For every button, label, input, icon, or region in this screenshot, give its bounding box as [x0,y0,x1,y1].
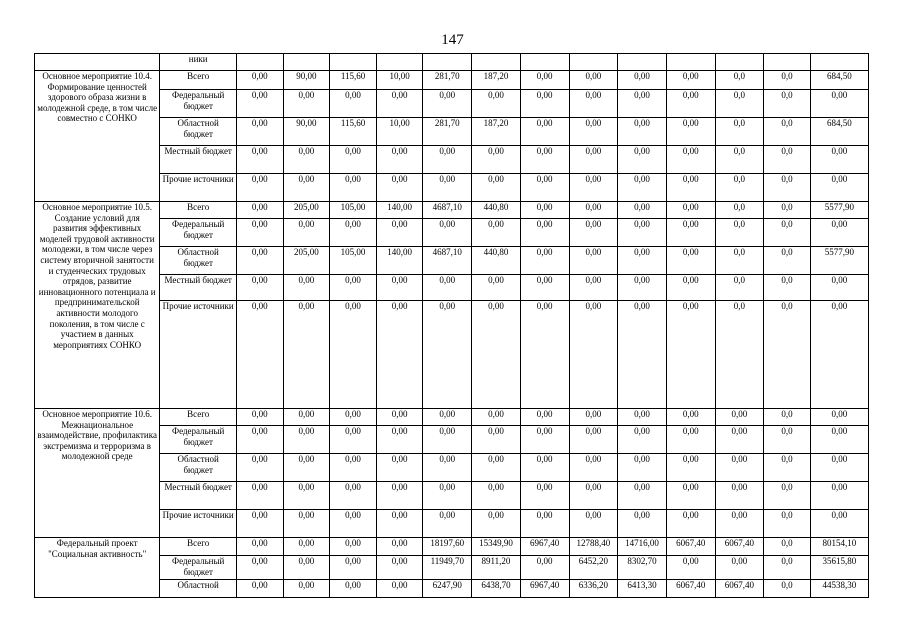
source-cell: Всего [160,409,237,426]
value-cell: 0,0 [715,71,764,90]
value-cell: 0,00 [618,426,667,454]
value-cell: 115,60 [330,118,377,146]
value-cell: 0,00 [618,219,667,247]
value-cell: 0,00 [520,71,569,90]
value-cell: 12788,40 [569,538,618,556]
value-cell: 0,00 [618,247,667,275]
value-cell [472,54,521,71]
source-cell: Прочие источники [160,174,237,202]
activity-name-cell: Федеральный проект "Социальная активность" [35,538,160,598]
value-cell: 0,00 [472,482,521,510]
value-cell [520,54,569,71]
value-cell: 0,00 [423,409,472,426]
value-cell: 0,00 [520,118,569,146]
value-cell: 0,00 [237,118,284,146]
value-cell: 105,00 [330,202,377,219]
value-cell: 115,60 [330,71,377,90]
value-cell [283,54,330,71]
value-cell: 0,00 [376,301,423,409]
value-cell: 0,00 [376,556,423,580]
value-cell: 0,00 [666,409,715,426]
table-row [35,556,869,580]
value-cell: 0,00 [237,174,284,202]
table-row [35,146,869,174]
value-cell: 0,00 [569,510,618,538]
value-cell: 0,00 [569,247,618,275]
value-cell: 44538,30 [810,580,868,598]
value-cell: 0,00 [376,146,423,174]
value-cell: 0,00 [666,219,715,247]
value-cell: 0,00 [283,301,330,409]
value-cell: 0,00 [810,90,868,118]
value-cell: 0,00 [715,454,764,482]
value-cell: 0,00 [283,90,330,118]
value-cell: 0,00 [376,90,423,118]
value-cell: 0,00 [520,247,569,275]
value-cell: 0,00 [283,146,330,174]
value-cell: 0,00 [330,90,377,118]
value-cell: 0,00 [237,90,284,118]
value-cell: 0,0 [764,247,811,275]
table-row [35,482,869,510]
value-cell: 0,00 [283,538,330,556]
value-cell: 0,00 [569,482,618,510]
value-cell: 0,00 [810,146,868,174]
value-cell: 0,00 [520,301,569,409]
value-cell: 0,00 [569,426,618,454]
value-cell: 0,00 [283,510,330,538]
table-row [35,71,869,90]
value-cell [423,54,472,71]
value-cell: 0,0 [764,301,811,409]
value-cell: 0,00 [330,556,377,580]
value-cell: 0,0 [764,90,811,118]
table-row [35,301,869,409]
value-cell: 0,00 [666,301,715,409]
value-cell: 440,80 [472,247,521,275]
value-cell: 0,00 [666,510,715,538]
value-cell [569,54,618,71]
value-cell: 6247,90 [423,580,472,598]
value-cell: 0,00 [330,275,377,301]
value-cell: 0,00 [376,409,423,426]
value-cell: 0,00 [472,90,521,118]
value-cell: 0,0 [764,538,811,556]
value-cell: 0,00 [666,146,715,174]
source-cell: Всего [160,538,237,556]
value-cell: 0,00 [666,202,715,219]
value-cell: 140,00 [376,202,423,219]
value-cell: 0,0 [764,174,811,202]
value-cell: 0,00 [237,275,284,301]
value-cell: 187,20 [472,71,521,90]
page-number: 147 [441,32,464,48]
value-cell: 0,00 [520,146,569,174]
table-row [35,580,869,598]
table-row [35,275,869,301]
value-cell: 0,0 [764,454,811,482]
value-cell: 0,00 [472,409,521,426]
source-cell: Всего [160,202,237,219]
source-cell: Местный бюджет [160,146,237,174]
value-cell: 0,00 [715,482,764,510]
value-cell: 0,00 [666,454,715,482]
value-cell: 0,00 [423,426,472,454]
value-cell: 0,00 [569,118,618,146]
value-cell: 0,00 [330,174,377,202]
value-cell: 0,00 [423,275,472,301]
value-cell: 0,00 [666,275,715,301]
value-cell: 14716,00 [618,538,667,556]
value-cell: 0,00 [520,426,569,454]
table-row [35,409,869,426]
value-cell: 0,00 [423,510,472,538]
value-cell: 0,00 [237,146,284,174]
source-cell: Федеральный бюджет [160,426,237,454]
source-cell: Местный бюджет [160,482,237,510]
value-cell: 0,0 [764,426,811,454]
value-cell: 0,0 [715,202,764,219]
value-cell: 0,00 [810,409,868,426]
value-cell [237,54,284,71]
table-row [35,219,869,247]
value-cell: 6336,20 [569,580,618,598]
value-cell: 0,0 [715,118,764,146]
value-cell: 0,00 [618,174,667,202]
table-row [35,426,869,454]
value-cell: 0,00 [520,219,569,247]
value-cell: 4687,10 [423,247,472,275]
value-cell: 6452,20 [569,556,618,580]
value-cell: 0,00 [330,580,377,598]
value-cell: 0,00 [237,219,284,247]
value-cell: 0,00 [569,202,618,219]
value-cell: 0,00 [715,510,764,538]
value-cell: 0,00 [666,118,715,146]
value-cell: 0,00 [237,247,284,275]
value-cell: 0,00 [715,556,764,580]
value-cell [330,54,377,71]
value-cell: 0,00 [376,580,423,598]
table-row [35,538,869,556]
value-cell: 0,00 [810,426,868,454]
value-cell: 0,0 [715,247,764,275]
value-cell: 0,0 [764,118,811,146]
value-cell: 0,0 [764,482,811,510]
source-cell: Всего [160,71,237,90]
value-cell: 0,00 [520,454,569,482]
value-cell: 0,00 [520,174,569,202]
value-cell: 0,00 [618,275,667,301]
value-cell: 6438,70 [472,580,521,598]
value-cell: 0,00 [810,174,868,202]
value-cell: 0,0 [715,275,764,301]
value-cell: 440,80 [472,202,521,219]
value-cell: 0,0 [764,409,811,426]
value-cell: 0,00 [715,409,764,426]
value-cell: 0,00 [423,454,472,482]
value-cell: 0,00 [618,301,667,409]
value-cell: 0,00 [330,301,377,409]
value-cell [376,54,423,71]
value-cell: 6967,40 [520,580,569,598]
value-cell: 0,00 [423,301,472,409]
value-cell: 140,00 [376,247,423,275]
value-cell: 0,00 [330,146,377,174]
value-cell: 0,0 [715,301,764,409]
value-cell: 0,0 [715,174,764,202]
value-cell: 90,00 [283,71,330,90]
source-cell: Федеральный бюджет [160,219,237,247]
source-cell: Областной бюджет [160,118,237,146]
value-cell: 6413,30 [618,580,667,598]
value-cell: 0,00 [569,301,618,409]
value-cell: 0,00 [520,275,569,301]
value-cell [764,54,811,71]
value-cell: 0,0 [764,219,811,247]
value-cell: 0,00 [330,409,377,426]
value-cell: 0,00 [618,71,667,90]
value-cell [666,54,715,71]
value-cell: 0,00 [715,426,764,454]
value-cell: 0,0 [764,202,811,219]
value-cell: 281,70 [423,71,472,90]
value-cell: 0,00 [283,482,330,510]
value-cell: 0,00 [666,247,715,275]
value-cell: 6067,40 [715,580,764,598]
value-cell: 10,00 [376,118,423,146]
value-cell: 0,00 [666,174,715,202]
value-cell: 0,00 [376,538,423,556]
value-cell: 0,00 [283,275,330,301]
value-cell: 0,00 [666,482,715,510]
value-cell: 0,00 [423,90,472,118]
value-cell: 6067,40 [666,538,715,556]
source-cell: Областной [160,580,237,598]
value-cell: 4687,10 [423,202,472,219]
table-row [35,54,869,71]
table-row [35,90,869,118]
source-cell: Прочие источники [160,510,237,538]
value-cell: 0,00 [237,426,284,454]
value-cell: 105,00 [330,247,377,275]
value-cell: 0,00 [618,454,667,482]
source-cell: Федеральный бюджет [160,90,237,118]
activity-name-cell: Основное мероприятие 10.6. Межнациональное взаимодействие, профилактика экстремизма и терроризма в молодежной среде [35,409,160,538]
value-cell: 0,00 [666,556,715,580]
value-cell: 0,00 [283,426,330,454]
value-cell: 0,00 [330,538,377,556]
value-cell: 0,00 [283,219,330,247]
value-cell: 6067,40 [715,538,764,556]
value-cell: 0,00 [618,90,667,118]
activity-name-cell: Основное мероприятие 10.5. Создание условий для развития эффективных моделей трудовой активности молодежи, в том числе через систему вторичной занятости и студенческих трудовых отрядов, развитие инновационного потенциала и предпринимательской активности молодого поколения, в том числе с участием в данных мероприятиях СОНКО [35,202,160,409]
value-cell: 0,00 [810,301,868,409]
value-cell: 0,00 [376,454,423,482]
source-cell: Местный бюджет [160,275,237,301]
value-cell: 0,00 [569,71,618,90]
value-cell: 0,00 [237,538,284,556]
source-cell: Федеральный бюджет [160,556,237,580]
value-cell: 684,50 [810,118,868,146]
value-cell: 0,0 [764,71,811,90]
value-cell: 0,00 [569,409,618,426]
value-cell: 0,00 [237,301,284,409]
table-row [35,454,869,482]
table-row [35,510,869,538]
value-cell: 0,00 [472,275,521,301]
value-cell: 0,00 [237,510,284,538]
source-cell: Прочие источники [160,301,237,409]
value-cell: 0,00 [520,510,569,538]
value-cell: 0,0 [715,219,764,247]
value-cell: 0,00 [810,275,868,301]
value-cell: 0,00 [237,409,284,426]
value-cell: 8302,70 [618,556,667,580]
value-cell: 0,00 [330,219,377,247]
value-cell: 0,00 [330,482,377,510]
value-cell: 0,0 [764,580,811,598]
value-cell: 0,00 [666,426,715,454]
value-cell: 0,00 [423,174,472,202]
value-cell: 0,00 [330,454,377,482]
table-row [35,202,869,219]
value-cell: 187,20 [472,118,521,146]
value-cell [715,54,764,71]
value-cell: 0,00 [569,174,618,202]
value-cell: 0,00 [569,275,618,301]
value-cell: 0,00 [569,219,618,247]
value-cell: 8911,20 [472,556,521,580]
value-cell: 80154,10 [810,538,868,556]
value-cell: 0,00 [423,146,472,174]
value-cell: 281,70 [423,118,472,146]
value-cell: 0,00 [810,454,868,482]
value-cell: 0,00 [472,426,521,454]
value-cell: 0,00 [472,219,521,247]
value-cell: 0,0 [764,275,811,301]
value-cell: 10,00 [376,71,423,90]
value-cell: 0,00 [283,580,330,598]
value-cell: 0,00 [810,510,868,538]
value-cell: 0,00 [472,510,521,538]
value-cell: 0,0 [764,510,811,538]
value-cell: 5577,90 [810,247,868,275]
value-cell: 0,00 [810,482,868,510]
value-cell: 0,00 [520,202,569,219]
value-cell: 0,00 [376,482,423,510]
value-cell: 0,00 [569,454,618,482]
value-cell: 0,0 [715,90,764,118]
value-cell: 0,00 [376,426,423,454]
value-cell: 0,0 [764,556,811,580]
value-cell: 205,00 [283,247,330,275]
value-cell: 0,00 [618,146,667,174]
value-cell: 0,00 [520,482,569,510]
value-cell: 0,00 [472,301,521,409]
value-cell: 0,00 [237,202,284,219]
value-cell: 0,0 [715,146,764,174]
value-cell [618,54,667,71]
value-cell: 0,00 [283,454,330,482]
value-cell: 684,50 [810,71,868,90]
source-cell: Областной бюджет [160,247,237,275]
table-row [35,118,869,146]
value-cell: 0,00 [472,146,521,174]
value-cell: 0,00 [472,454,521,482]
value-cell: 0,00 [237,482,284,510]
value-cell: 0,00 [569,146,618,174]
value-cell: 0,00 [376,510,423,538]
value-cell: 90,00 [283,118,330,146]
value-cell: 0,00 [618,118,667,146]
value-cell: 11949,70 [423,556,472,580]
value-cell: 0,00 [810,219,868,247]
budget-table [34,53,869,598]
value-cell: 0,00 [237,454,284,482]
value-cell: 0,00 [283,174,330,202]
value-cell: 0,00 [330,426,377,454]
source-cell: Областной бюджет [160,454,237,482]
value-cell: 0,00 [376,275,423,301]
value-cell: 0,00 [618,482,667,510]
value-cell: 18197,60 [423,538,472,556]
value-cell: 6967,40 [520,538,569,556]
value-cell: 0,00 [237,71,284,90]
value-cell: 0,00 [618,409,667,426]
activity-name-cell: Основное мероприятие 10.4. Формирование ценностей здорового образа жизни в молодежной среде, в том числе совместно с СОНКО [35,71,160,202]
value-cell: 0,00 [283,556,330,580]
value-cell: 0,00 [376,174,423,202]
value-cell: 0,00 [520,409,569,426]
value-cell: 0,00 [520,90,569,118]
value-cell: 35615,80 [810,556,868,580]
value-cell: 0,0 [764,146,811,174]
value-cell: 5577,90 [810,202,868,219]
table-row [35,247,869,275]
value-cell: 0,00 [569,90,618,118]
value-cell: 6067,40 [666,580,715,598]
value-cell: 0,00 [666,71,715,90]
value-cell: 0,00 [283,409,330,426]
value-cell: 0,00 [666,90,715,118]
table-row [35,174,869,202]
source-cell: ники [160,54,237,71]
value-cell: 0,00 [618,202,667,219]
value-cell: 0,00 [423,482,472,510]
value-cell: 0,00 [423,219,472,247]
value-cell: 0,00 [520,556,569,580]
value-cell: 205,00 [283,202,330,219]
value-cell: 0,00 [472,174,521,202]
value-cell: 0,00 [618,510,667,538]
value-cell: 0,00 [376,219,423,247]
name-cell [35,54,160,71]
value-cell: 0,00 [237,580,284,598]
value-cell: 15349,90 [472,538,521,556]
value-cell: 0,00 [237,556,284,580]
value-cell: 0,00 [330,510,377,538]
value-cell [810,54,868,71]
